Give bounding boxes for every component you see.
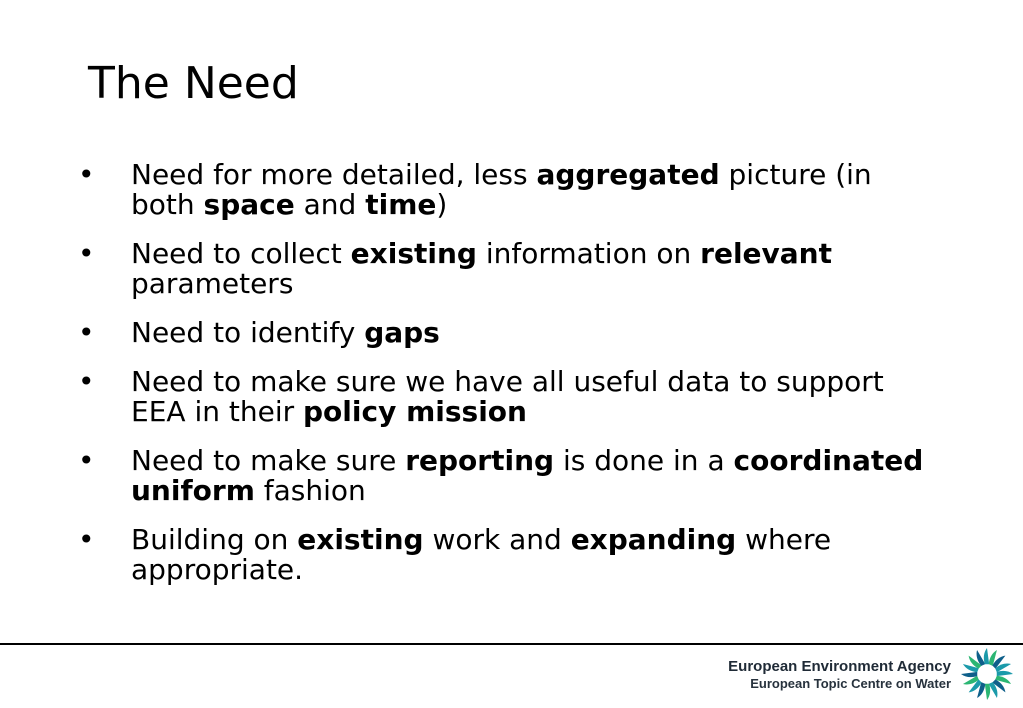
footer-org-unit: European Topic Centre on Water <box>750 676 951 691</box>
bullet-text: is done in a <box>554 444 734 477</box>
bullet-text: and <box>294 188 366 221</box>
logo-ray <box>961 672 977 677</box>
slide-title: The Need <box>88 58 299 109</box>
bullet-text: Need to identify <box>131 316 365 349</box>
bullet-marker: • <box>78 237 95 270</box>
footer-org <box>728 658 951 692</box>
bullet-text: Need to make sure we have all useful data to support EEA in their <box>131 365 884 428</box>
bullet-emphasis: coordinated uniform <box>131 444 924 507</box>
bullet-emphasis: expanding <box>570 523 737 556</box>
bullet-text: parameters <box>131 267 294 300</box>
bullet-list <box>78 160 938 604</box>
bullet-marker: • <box>78 444 95 477</box>
bullet-emphasis: space <box>203 188 295 221</box>
bullet-emphasis: existing <box>297 523 424 556</box>
bullet-text: Need to collect <box>131 237 351 270</box>
bullet-emphasis: reporting <box>405 444 555 477</box>
bullet-marker: • <box>78 158 95 191</box>
bullet-text: where appropriate. <box>131 523 832 586</box>
footer-org-name: European Environment Agency <box>728 658 951 675</box>
bullet-emphasis: time <box>365 188 437 221</box>
logo-ray <box>985 684 990 700</box>
bullet-emphasis: policy mission <box>303 395 527 428</box>
bullet-marker: • <box>78 316 95 349</box>
bullet-text: picture (in both <box>131 158 872 221</box>
footer-divider <box>0 643 1023 645</box>
bullet-emphasis: aggregated <box>536 158 720 191</box>
bullet-text: work and <box>423 523 571 556</box>
bullet-item <box>78 239 938 299</box>
bullet-text: Need for more detailed, less <box>131 158 537 191</box>
bullet-text: fashion <box>254 474 366 507</box>
logo-ray <box>984 648 989 664</box>
logo-ray <box>997 671 1013 676</box>
bullet-item <box>78 367 938 427</box>
bullet-item <box>78 318 938 348</box>
eea-sun-logo-icon <box>959 646 1015 702</box>
bullet-text: ) <box>436 188 448 221</box>
bullet-item <box>78 446 938 506</box>
bullet-marker: • <box>78 523 95 556</box>
bullet-item <box>78 525 938 585</box>
bullet-item <box>78 160 938 220</box>
bullet-emphasis: existing <box>350 237 477 270</box>
bullet-emphasis: gaps <box>364 316 440 349</box>
bullet-text: Building on <box>131 523 298 556</box>
bullet-emphasis: relevant <box>700 237 832 270</box>
logo-center <box>979 666 995 682</box>
bullet-text: Need to make sure <box>131 444 406 477</box>
bullet-marker: • <box>78 365 95 398</box>
bullet-text: information on <box>476 237 701 270</box>
